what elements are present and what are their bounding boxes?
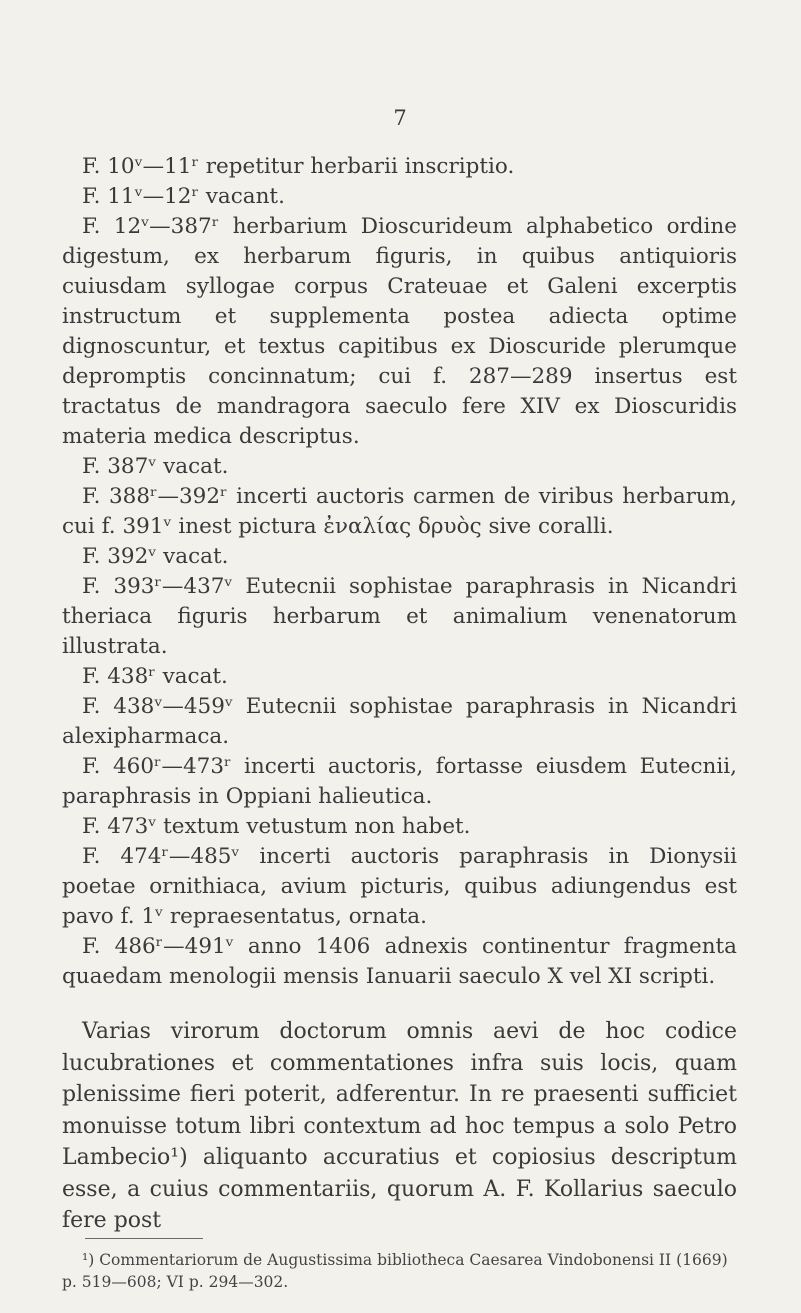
folio-entry: F. 486ʳ—491ᵛ anno 1406 adnexis continentur fragmenta quaedam menologii mensis Ianuarii saeculo X vel XI scripti. (62, 934, 737, 989)
folio-entry: F. 392ᵛ vacat. (82, 544, 229, 569)
folio-entry: F. 393ʳ—437ᵛ Eutecnii sophistae paraphrasis in Nicandri theriaca figuris herbarum et animalium venenatorum illustrata. (62, 574, 737, 659)
folio-entry: F. 11ᵛ—12ʳ vacant. (82, 184, 285, 209)
main-text (62, 152, 737, 1237)
folio-entry: F. 387ᵛ vacat. (82, 454, 229, 479)
folio-entry: F. 10ᵛ—11ʳ repetitur herbarii inscriptio. (82, 154, 515, 179)
folio-entry: F. 12ᵛ—387ʳ herbarium Dioscurideum alphabetico ordine digestum, ex herbarum figuris, in quibus antiquioris cuiusdam syllogae corpus Crateuae et Galeni excerptis instructum et supplementa postea adiecta optime dignoscuntur, et textus capitibus ex Dioscuride plerumque depromptis concinnatum; cui f. 287—289 insertus est tractatus de mandragora saeculo fere XIV ex Dioscuridis materia medica descriptus. (62, 214, 737, 449)
folio-entry: F. 388ʳ—392ʳ incerti auctoris carmen de viribus herbarum, cui f. 391ᵛ inest pictura ἐναλίας δρυὸς sive coralli. (62, 484, 737, 539)
folio-entry: F. 474ʳ—485ᵛ incerti auctoris paraphrasis in Dionysii poetae ornithiaca, avium picturis, quibus adiungendus est pavo f. 1ᵛ repraesentatus, ornata. (62, 844, 737, 929)
folio-entry: F. 438ᵛ—459ᵛ Eutecnii sophistae paraphrasis in Nicandri alexipharmaca. (62, 694, 737, 749)
footnote: ¹) Commentariorum de Augustissima bibliotheca Caesarea Vindobonensi II (1669) p. 519—608; VI p. 294—302. (62, 1251, 728, 1291)
folio-entry: F. 473ᵛ textum vetustum non habet. (82, 814, 471, 839)
folio-entry: F. 460ʳ—473ʳ incerti auctoris, fortasse eiusdem Eutecnii, paraphrasis in Oppiani halieutica. (62, 754, 737, 809)
body-paragraph: Varias virorum doctorum omnis aevi de hoc codice lucubrationes et commentationes infra suis locis, quam plenissime fieri poterit, adferentur. In re praesenti sufficiet monuisse totum libri contextum ad hoc tempus a solo Petro Lambecio¹) aliquanto accuratius et copiosius descriptum esse, a cuius commentariis, quorum A. F. Kollarius saeculo fere post (62, 1019, 737, 1233)
folio-entry: F. 438ʳ vacat. (82, 664, 228, 689)
page-number: 7 (393, 106, 408, 130)
footnote-divider (85, 1238, 203, 1239)
